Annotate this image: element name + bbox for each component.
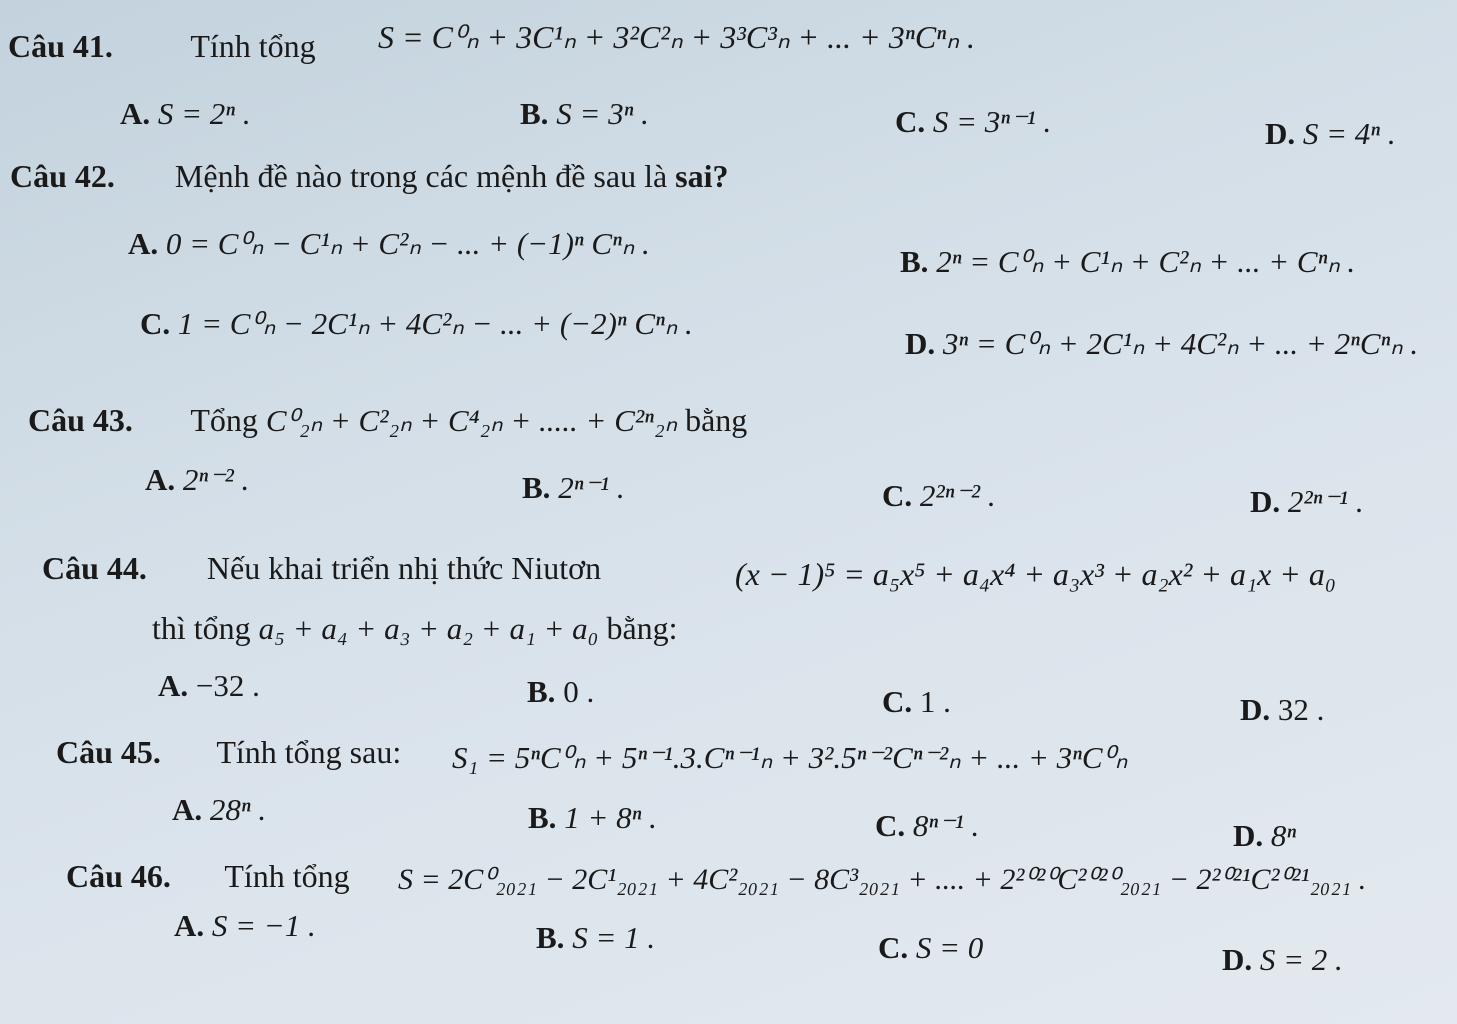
question-prefix: thì tổng — [152, 610, 251, 646]
question-label: Câu 45. — [56, 734, 161, 770]
option-44-b[interactable]: B. 0 . — [527, 674, 595, 709]
option-45-c[interactable]: C. 8ⁿ⁻¹ . — [875, 808, 980, 843]
option-43-d[interactable]: D. 2²ⁿ⁻¹ . — [1250, 484, 1364, 519]
option-43-c[interactable]: C. 2²ⁿ⁻² . — [882, 478, 996, 513]
question-label: Câu 42. — [10, 158, 115, 194]
formula-text: S₁ = 5ⁿC⁰ₙ + 5ⁿ⁻¹.3.Cⁿ⁻¹ₙ + 3².5ⁿ⁻²Cⁿ⁻²ₙ + ... + 3ⁿC⁰ₙ — [452, 740, 1128, 775]
option-46-a[interactable]: A. S = −1 . — [174, 908, 316, 943]
question-label: Câu 41. — [8, 28, 113, 64]
option-42-d[interactable]: D. 3ⁿ = C⁰ₙ + 2C¹ₙ + 4C²ₙ + ... + 2ⁿCⁿₙ . — [905, 326, 1419, 361]
option-42-c[interactable]: C. 1 = C⁰ₙ − 2C¹ₙ + 4C²ₙ − ... + (−2)ⁿ Cⁿₙ . — [140, 306, 693, 341]
option-42-b[interactable]: B. 2ⁿ = C⁰ₙ + C¹ₙ + C²ₙ + ... + Cⁿₙ . — [900, 244, 1356, 279]
formula-text: S = C⁰ₙ + 3C¹ₙ + 3²C²ₙ + 3³C³ₙ + ... + 3ⁿCⁿₙ . — [378, 19, 975, 55]
question-prompt: Tính tổng sau: — [216, 734, 402, 770]
question-44 — [42, 550, 601, 587]
question-41 — [8, 28, 316, 65]
question-prompt-emphasis: sai? — [675, 158, 729, 194]
question-label: Câu 46. — [66, 858, 171, 894]
question-prompt: Tính tổng — [224, 858, 350, 894]
option-44-c[interactable]: C. 1 . — [882, 684, 951, 719]
question-suffix: bằng: — [606, 610, 678, 646]
question-prompt: Tổng — [190, 402, 258, 438]
question-43 — [28, 402, 747, 439]
formula-q41 — [378, 18, 975, 56]
option-42-a[interactable]: A. 0 = C⁰ₙ − C¹ₙ + C²ₙ − ... + (−1)ⁿ Cⁿₙ . — [128, 226, 650, 261]
option-43-a[interactable]: A. 2ⁿ⁻² . — [145, 462, 250, 497]
formula-q44 — [735, 556, 1336, 593]
question-42 — [10, 158, 729, 195]
option-44-d[interactable]: D. 32 . — [1240, 692, 1325, 727]
formula-q45 — [452, 740, 1127, 776]
question-suffix: bằng — [685, 402, 748, 438]
option-41-c[interactable]: C. S = 3ⁿ⁻¹ . — [895, 104, 1052, 139]
formula-text: S = 2C⁰₂₀₂₁ − 2C¹₂₀₂₁ + 4C²₂₀₂₁ − 8C³₂₀₂₁ + .... + 2²⁰²⁰C²⁰²⁰₂₀₂₁ − 2²⁰²¹C²⁰²¹₂₀₂₁ . — [398, 863, 1367, 896]
option-45-a[interactable]: A. 28ⁿ . — [172, 792, 267, 827]
option-41-b[interactable]: B. S = 3ⁿ . — [520, 96, 649, 131]
question-prompt: Mệnh đề nào trong các mệnh đề sau là — [174, 158, 668, 194]
option-41-a[interactable]: A. S = 2ⁿ . — [120, 96, 251, 131]
formula-q46 — [398, 862, 1366, 897]
question-45 — [56, 734, 401, 771]
question-prompt: Tính tổng — [190, 28, 316, 64]
option-46-b[interactable]: B. S = 1 . — [536, 920, 656, 955]
question-44-line2 — [152, 610, 678, 647]
formula-q43: C⁰₂ₙ + C²₂ₙ + C⁴₂ₙ + ..... + C²ⁿ₂ₙ — [265, 403, 678, 438]
question-label: Câu 43. — [28, 402, 133, 438]
option-46-c[interactable]: C. S = 0 — [878, 930, 984, 965]
option-45-d[interactable]: D. 8ⁿ — [1233, 818, 1297, 853]
option-41-d[interactable]: D. S = 4ⁿ . — [1265, 116, 1396, 151]
question-label: Câu 44. — [42, 550, 147, 586]
formula-sum: a₅ + a₄ + a₃ + a₂ + a₁ + a₀ — [258, 611, 599, 646]
option-44-a[interactable]: A. −32 . — [158, 668, 260, 703]
question-46 — [66, 858, 350, 895]
formula-text: (x − 1)⁵ = a₅x⁵ + a₄x⁴ + a₃x³ + a₂x² + a₁x + a₀ — [735, 556, 1336, 592]
option-43-b[interactable]: B. 2ⁿ⁻¹ . — [522, 470, 625, 505]
question-prompt: Nếu khai triển nhị thức Niutơn — [206, 550, 602, 586]
option-45-b[interactable]: B. 1 + 8ⁿ . — [528, 800, 657, 835]
option-46-d[interactable]: D. S = 2 . — [1222, 942, 1343, 977]
